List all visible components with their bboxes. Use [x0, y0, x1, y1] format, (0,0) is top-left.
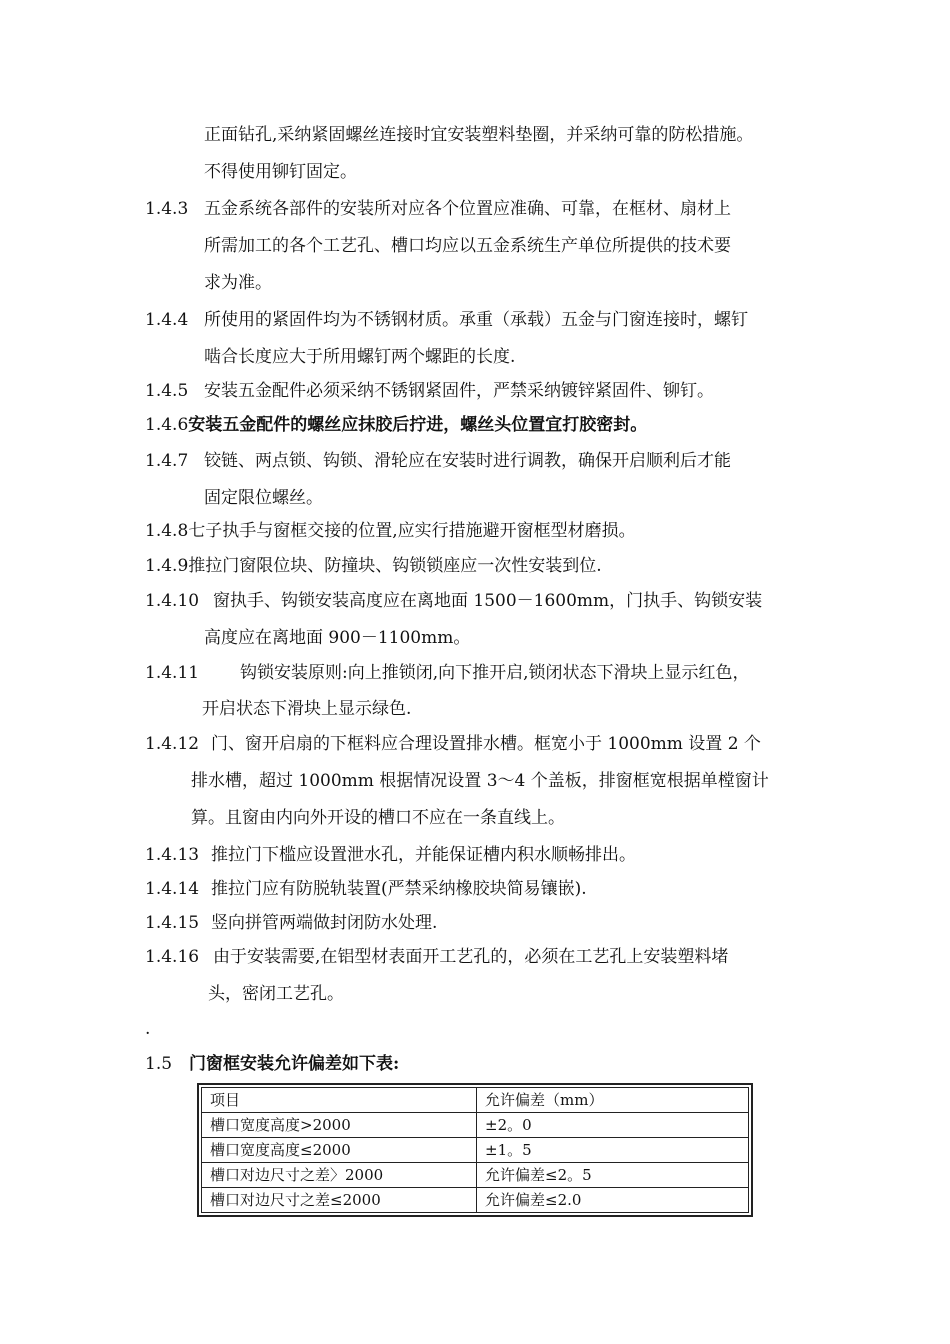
- paragraph-number: 1.4.4: [145, 310, 189, 330]
- paragraph-1-4-10: [145, 590, 762, 612]
- section-title: 门窗框安装允许偏差如下表:: [189, 1054, 400, 1074]
- table-cell: 槽口宽度高度≤2000: [202, 1138, 477, 1163]
- paragraph-text: 铰链、两点锁、钩锁、滑轮应在安装时进行调教，确保开启顺利后才能: [204, 451, 731, 471]
- section-heading: [145, 1053, 399, 1075]
- paragraph-number: 1.4.16: [145, 947, 200, 967]
- paragraph-line: [204, 627, 470, 649]
- paragraph-line: [204, 235, 731, 257]
- paragraph-1-4-6: [145, 414, 647, 436]
- paragraph-number: 1.4.5: [145, 381, 189, 401]
- paragraph-line: [204, 346, 515, 368]
- paragraph-text: 安装五金配件必须采纳不锈钢紧固件，严禁采纳镀锌紧固件、铆钉。: [204, 381, 714, 401]
- paragraph-text: 固定限位螺丝。: [204, 488, 323, 508]
- paragraph-text: 推拉门窗限位块、防撞块、钩锁锁座应一次性安装到位.: [188, 556, 602, 576]
- paragraph-line: [204, 124, 753, 146]
- table-row: [202, 1188, 749, 1213]
- table-cell: 槽口对边尺寸之差≤2000: [202, 1188, 477, 1213]
- paragraph-text: 七子执手与窗框交接的位置,应实行措施避开窗框型材磨损。: [188, 521, 636, 541]
- paragraph-1-4-12: [145, 733, 761, 755]
- paragraph-number: 1.4.6: [145, 415, 189, 435]
- paragraph-text: 求为准。: [204, 273, 272, 293]
- paragraph-text: 由于安装需要,在铝型材表面开工艺孔的，必须在工艺孔上安装塑料堵: [213, 947, 729, 967]
- paragraph-text: 啮合长度应大于所用螺钉两个螺距的长度.: [204, 347, 516, 367]
- paragraph-text: 所需加工的各个工艺孔、槽口均应以五金系统生产单位所提供的技术要: [204, 236, 731, 256]
- paragraph-1-4-4: [145, 309, 748, 331]
- paragraph-1-4-14: [145, 878, 587, 900]
- separator-dot: .: [145, 1019, 151, 1039]
- paragraph-1-4-15: [145, 912, 437, 934]
- paragraph-text: 高度应在离地面 900－1100mm。: [204, 628, 471, 648]
- table-header-cell: 项目: [202, 1088, 477, 1113]
- paragraph-1-4-7: [145, 450, 731, 472]
- paragraph-text: 算。且窗由内向外开设的槽口不应在一条直线上。: [191, 808, 565, 828]
- paragraph-line: [191, 807, 565, 829]
- paragraph-number: 1.4.14: [145, 879, 200, 899]
- table-cell: ±2。0: [477, 1113, 749, 1138]
- paragraph-text-bold: 安装五金配件的螺丝应抹胶后拧进，螺丝头位置宜打胶密封。: [188, 415, 648, 435]
- paragraph-text: 竖向拼管两端做封闭防水处理.: [211, 913, 438, 933]
- paragraph-number: 1.4.13: [145, 845, 200, 865]
- tolerance-table-grid: [201, 1087, 749, 1213]
- paragraph-1-4-3: [145, 198, 731, 220]
- paragraph-text: 推拉门下槛应设置泄水孔，并能保证槽内积水顺畅排出。: [211, 845, 636, 865]
- paragraph-line: [204, 161, 357, 183]
- paragraph-1-4-16: [145, 946, 728, 968]
- paragraph-number: 1.4.9: [145, 556, 189, 576]
- paragraph-text: 五金系统各部件的安装所对应各个位置应准确、可靠，在框材、扇材上: [204, 199, 731, 219]
- table-row: [202, 1163, 749, 1188]
- paragraph-line: [191, 770, 769, 792]
- table-header-cell: 允许偏差（mm）: [477, 1088, 749, 1113]
- paragraph-number: 1.4.7: [145, 451, 189, 471]
- tolerance-table: [197, 1083, 753, 1217]
- paragraph-text: 推拉门应有防脱轨装置(严禁采纳橡胶块简易镶嵌).: [211, 879, 587, 899]
- paragraph-1-4-8: [145, 520, 636, 542]
- section-number: 1.5: [145, 1054, 173, 1074]
- paragraph-line: [202, 698, 411, 720]
- table-cell: 槽口宽度高度>2000: [202, 1113, 477, 1138]
- table-row: [202, 1113, 749, 1138]
- paragraph-number: 1.4.12: [145, 734, 200, 754]
- paragraph-number: 1.4.10: [145, 591, 200, 611]
- paragraph-1-4-11: [145, 662, 750, 684]
- paragraph-1-4-13: [145, 844, 636, 866]
- table-cell: 允许偏差≤2。5: [477, 1163, 749, 1188]
- paragraph-text: 开启状态下滑块上显示绿色.: [202, 699, 412, 719]
- table-cell: 允许偏差≤2.0: [477, 1188, 749, 1213]
- table-cell: ±1。5: [477, 1138, 749, 1163]
- table-cell: 槽口对边尺寸之差〉2000: [202, 1163, 477, 1188]
- paragraph-number: 1.4.8: [145, 521, 189, 541]
- table-row: [202, 1138, 749, 1163]
- paragraph-text: 正面钻孔,采纳紧固螺丝连接时宜安装塑料垫圈，并采纳可靠的防松措施。: [204, 125, 754, 145]
- paragraph-text: 所使用的紧固件均为不锈钢材质。承重（承载）五金与门窗连接时，螺钉: [204, 310, 748, 330]
- paragraph-line: [204, 272, 272, 294]
- paragraph-text: 窗执手、钩锁安装高度应在离地面 1500－1600mm，门执手、钩锁安装: [213, 591, 763, 611]
- paragraph-1-4-9: [145, 555, 602, 577]
- paragraph-text: 头，密闭工艺孔。: [208, 984, 344, 1004]
- paragraph-line: [204, 487, 323, 509]
- paragraph-text: 门、窗开启扇的下框料应合理设置排水槽。框宽小于 1000mm 设置 2 个: [211, 734, 761, 754]
- paragraph-text: 钩锁安装原则:向上推锁闭,向下推开启,锁闭状态下滑块上显示红色，: [240, 663, 750, 683]
- paragraph-text: 排水槽，超过 1000mm 根据情况设置 3～4 个盖板，排窗框宽根据单樘窗计: [191, 771, 769, 791]
- paragraph-1-4-5: [145, 380, 714, 402]
- paragraph-number: 1.4.15: [145, 913, 200, 933]
- paragraph-line: [208, 983, 344, 1005]
- paragraph-number: 1.4.3: [145, 199, 189, 219]
- paragraph-number: 1.4.11: [145, 663, 200, 683]
- table-header-row: [202, 1088, 749, 1113]
- paragraph-text: 不得使用铆钉固定。: [204, 162, 357, 182]
